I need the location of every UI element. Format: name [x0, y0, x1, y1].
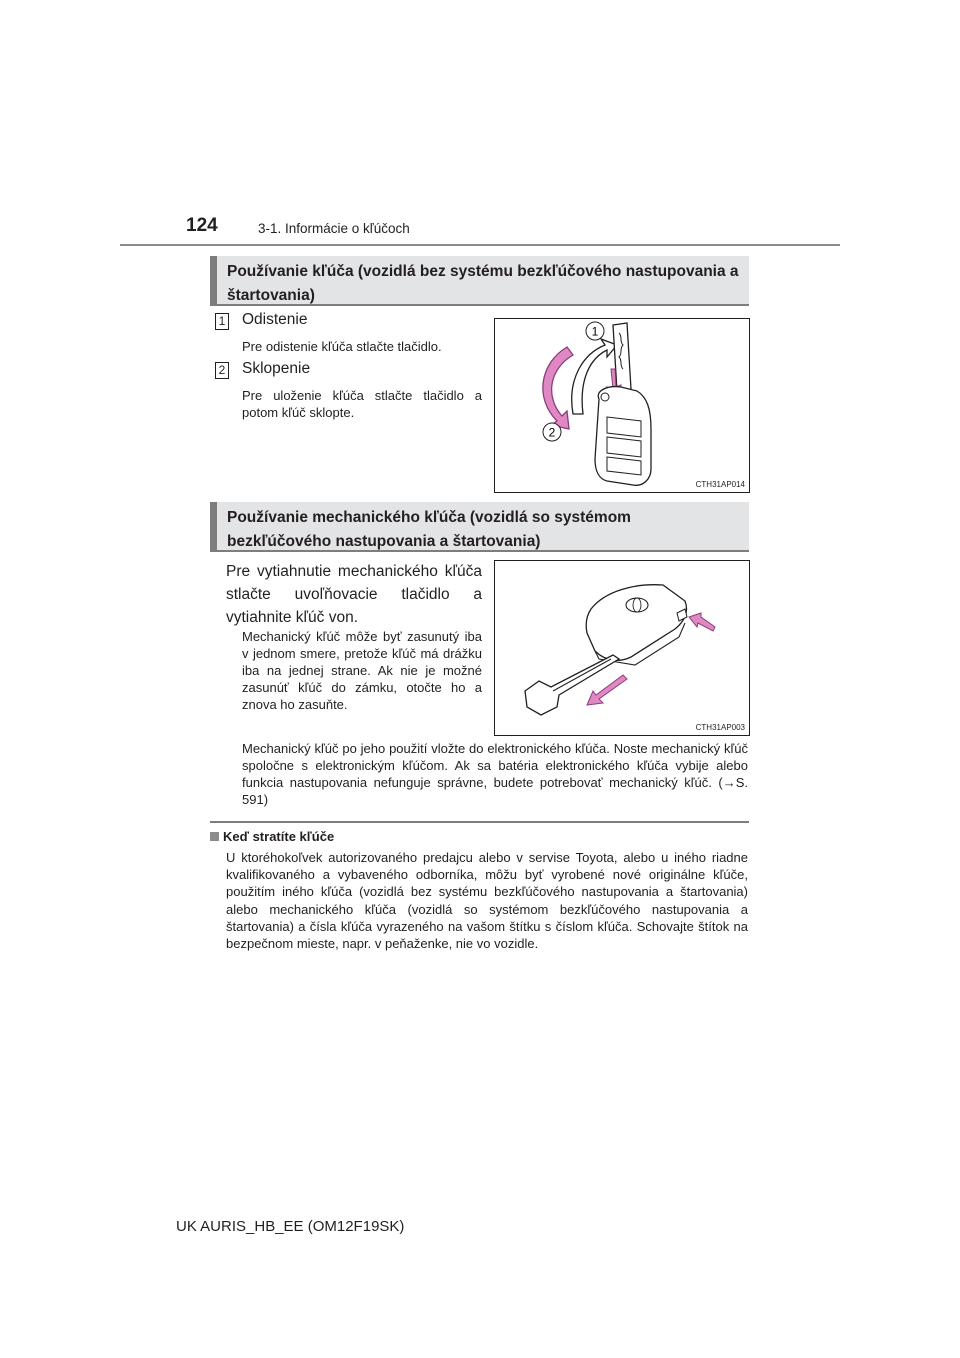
figure-flip-key	[494, 318, 750, 493]
mechanical-key-blade-icon	[525, 655, 619, 715]
footer-model: UK AURIS_HB_EE (OM12F19SK)	[176, 1218, 405, 1235]
smart-key-icon	[586, 585, 686, 661]
release-arrow-icon	[689, 613, 715, 631]
figure-code: CTH31AP014	[695, 480, 745, 489]
fold-arrow-icon	[543, 347, 573, 429]
section-divider	[210, 821, 749, 823]
chapter-title: 3-1. Informácie o kľúčoch	[258, 221, 410, 236]
mechanical-key-illustration	[495, 561, 749, 735]
step-desc-fold: Pre uloženie kľúča stlačte tlačidlo a potom kľúč sklopte.	[242, 388, 482, 420]
lost-keys-body: U ktoréhokoľvek autorizovaného predajcu alebo v servise Toyota, alebo u iného riadne kvalifikovaného a vybaveného odborníka, môžu byť vyrobené nové originálne kľúče, použitím iného kľúča (vozidlá bez systému bezkľúčového nastupovania a štartovania) alebo mechanického kľúča (vozidlá so systémom bezkľúčového nastupovania a štartovania) a čísla kľúča vyrazeného na vašom štítku s číslom kľúča. Schovajte štítok na bezpečnom mieste, napr. v peňaženke, nie vo vozidle.	[226, 850, 748, 952]
step-number-1: 1	[215, 313, 229, 330]
lost-keys-heading-text: Keď stratíte kľúče	[223, 829, 335, 844]
figure-mechanical-key	[494, 560, 750, 736]
mechanical-key-instruction: Pre vytiahnutie mechanického kľúča stlačte uvoľňovacie tlačidlo a vytiahnite kľúč von.	[226, 563, 482, 626]
section-heading-key-usage: Používanie kľúča (vozidlá bez systému bezkľúčového nastupovania a štartovania)	[210, 256, 749, 306]
callout-1: 1	[591, 324, 599, 339]
page-number: 124	[186, 215, 218, 236]
pull-arrow-icon	[587, 675, 627, 705]
mechanical-key-note: Mechanický kľúč môže byť zasunutý iba v jednom smere, pretože kľúč má drážku iba na jednej strane. Ak nie je možné zasunúť kľúč do zámku, otočte ho a znova ho zasuňte.	[242, 629, 482, 712]
header-divider	[120, 244, 840, 246]
step-number-2: 2	[215, 362, 229, 379]
step-desc-unlock: Pre odistenie kľúča stlačte tlačidlo.	[242, 339, 442, 354]
section-heading-mechanical-key: Používanie mechanického kľúča (vozidlá so systémom bezkľúčového nastupovania a štartovania)	[210, 502, 749, 552]
step-title-fold: Sklopenie	[242, 360, 311, 377]
flip-key-illustration	[495, 319, 749, 492]
lost-keys-heading	[210, 829, 334, 844]
square-bullet-icon	[210, 832, 219, 841]
mechanical-key-storage-note: Mechanický kľúč po jeho použití vložte do elektronického kľúča. Noste mechanický kľúč spoločne s elektronickým kľúčom. Ak sa batéria elektronického kľúča vybije alebo funkcia nastupovania nefunguje správne, budete potrebovať mechanický kľúč. (→S. 591)	[242, 741, 748, 807]
callout-2: 2	[548, 425, 556, 440]
figure-code: CTH31AP003	[695, 723, 745, 732]
step-title-unlock: Odistenie	[242, 311, 308, 328]
